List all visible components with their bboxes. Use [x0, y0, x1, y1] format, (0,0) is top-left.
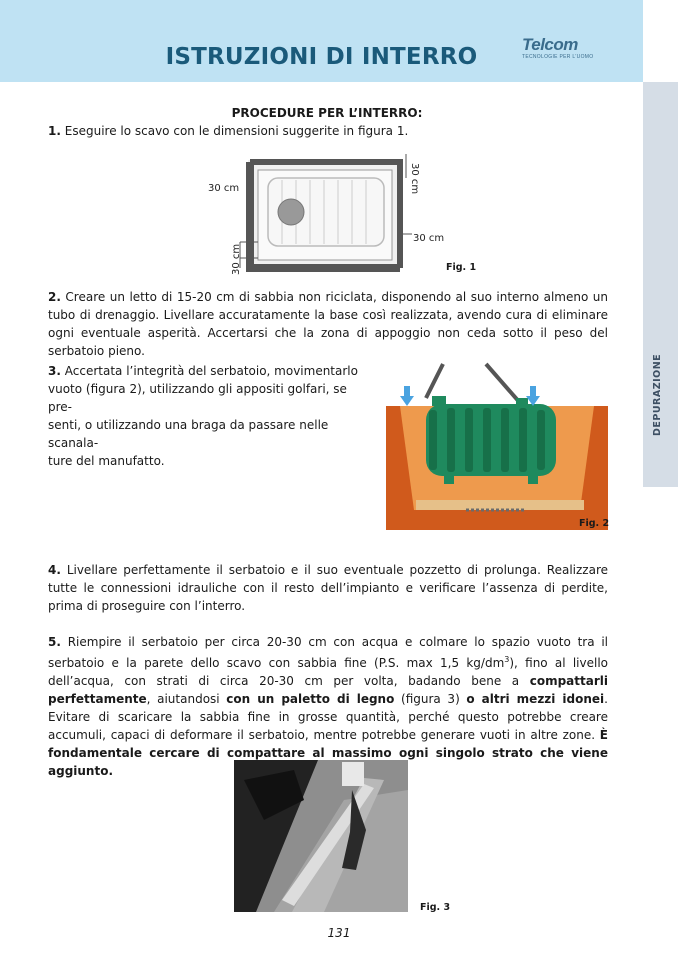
step-5: 5. Riempire il serbatoio per circa 20-30 cm con acqua e colmare lo spazio vuoto tra il serbatoio e la parete dello scavo con sabbia fine (P.S. max 1,5 $kg/dm^3$), fino al livello dell’acqua, con strati di circa 20-30 cm per volta, badando bene a compattarli perfettamente, aiutandosi con un paletto di legno (figura 3) o altri mezzi idonei. Evitare di scaricare la sabbia fine in grosse quantità, perché questo potrebbe creare accumuli, capaci di deformare il serbatoio, mentre potrebbe generare vuoti in altre zone. È fondamentale cercare di compattare al massimo ogni singolo strato che viene aggiunto.	[48, 635, 609, 778]
section-title: PROCEDURE PER L’INTERRO:	[231, 106, 423, 120]
page-title: ISTRUZIONI DI INTERRO	[165, 44, 478, 70]
step-4	[48, 561, 608, 615]
figure-2-label: Fig. 2	[579, 518, 610, 529]
fig1-dim-top: 30 cm	[409, 163, 420, 195]
step-4-text: Livellare perfettamente il serbatoio e il suo eventuale pozzetto di prolunga. Realizzare tutte le connessioni idrauliche con il resto dell’impianto e verificare l’assenza di perdite, prima di proseguire con l’interro.	[48, 563, 608, 613]
telcom-logo	[522, 36, 606, 60]
figure-1-label: Fig. 1	[446, 262, 477, 273]
figure-1-excavation-diagram	[200, 150, 490, 278]
step-2-number: 2.	[48, 290, 61, 304]
logo-name: Telcom	[522, 35, 578, 54]
step-3	[48, 362, 358, 470]
figure-3-label: Fig. 3	[420, 902, 451, 913]
figure-2-tank-lowering-diagram	[386, 360, 608, 530]
step-3-line-1: 3. Accertata l’integrità del serbatoio, movimentarlo	[48, 364, 358, 378]
step-1-text: Eseguire lo scavo con le dimensioni suggerite in figura 1.	[64, 124, 409, 138]
step-2-text: Creare un letto di 15-20 cm di sabbia non riciclata, disponendo al suo interno almeno un tubo di drenaggio. Livellare accuratamente la base così realizzata, avendo cura di eliminare ogni eventuale asperità. Accertarsi che la zona di appoggio non ceda sotto il peso del serbatoio pieno.	[48, 290, 608, 358]
fig1-dim-left: 30 cm	[208, 183, 240, 194]
step-3-line-4: ture del manufatto.	[48, 454, 165, 468]
fig1-dim-bottom: 30 cm	[231, 243, 242, 275]
figure-3-compaction-photo	[234, 760, 408, 912]
step-1-number: 1.	[48, 124, 61, 138]
step-3-line-2: vuoto (figura 2), utilizzando gli appositi golfari, se pre-	[48, 382, 347, 414]
step-1	[48, 122, 608, 140]
section-tab-label: DEPURAZIONE	[652, 353, 663, 436]
logo-tagline: TECNOLOGIE PER L'UOMO	[522, 54, 594, 60]
step-3-line-3: senti, o utilizzando una braga da passare nelle scanala-	[48, 418, 329, 450]
step-4-number: 4.	[48, 563, 61, 577]
step-2	[48, 288, 608, 360]
step-5-number: 5.	[48, 635, 61, 649]
fig1-dim-right: 30 cm	[413, 233, 445, 244]
side-tab	[643, 0, 678, 959]
page-number: 131	[327, 926, 351, 940]
step-3-number: 3.	[48, 364, 61, 378]
